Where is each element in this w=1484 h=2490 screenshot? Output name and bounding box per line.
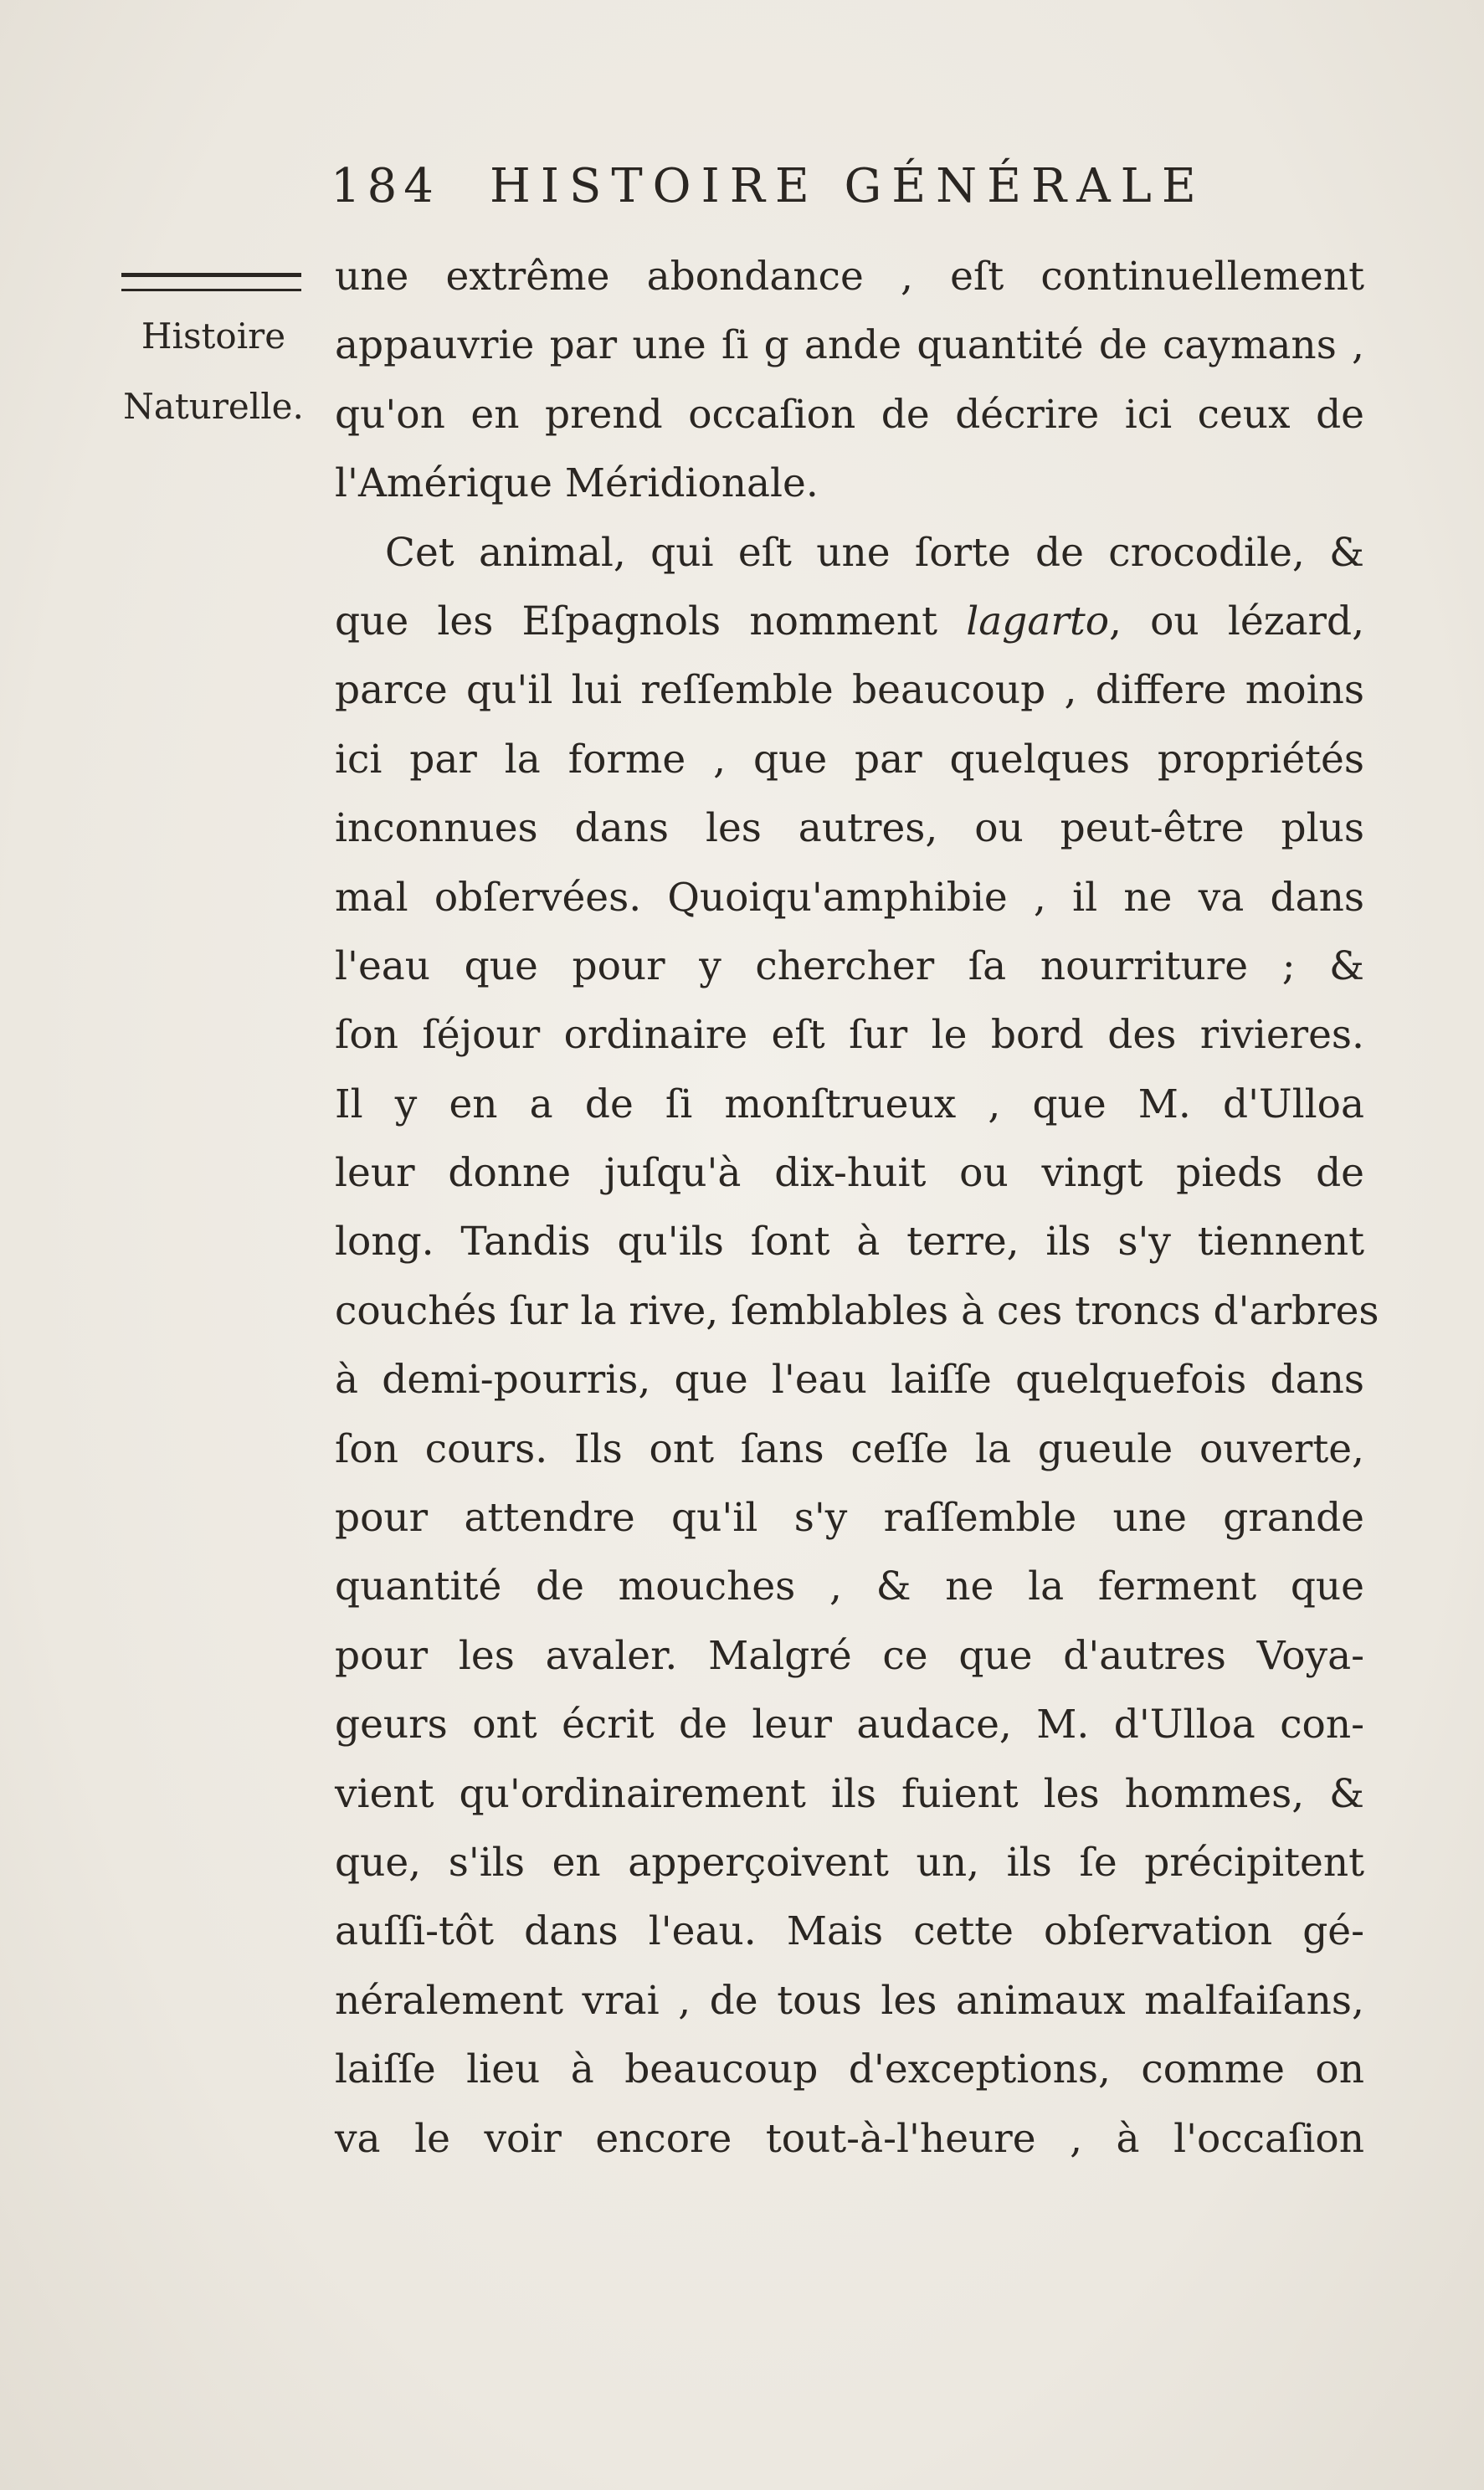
text-line: Cet animal, qui eſt une ſorte de crocodile, & (385, 529, 1364, 576)
margin-note (117, 301, 310, 442)
margin-rule (121, 273, 301, 291)
text-line: à demi-pourris, que l'eau laiſſe quelquefois dans (335, 1357, 1364, 1404)
text-line: couchés ſur la rive, ſemblables à ces troncs d'arbres (335, 1287, 1379, 1334)
text-line: pour les avaler. Malgré ce que d'autres Voya- (335, 1632, 1364, 1679)
text-line: appauvrie par une ſi g ande quantité de caymans , (335, 322, 1364, 369)
text-line: quantité de mouches , & ne la ferment que (335, 1563, 1364, 1610)
text-line: leur donne juſqu'à dix-huit ou vingt pieds de (335, 1150, 1364, 1197)
body-text (335, 243, 1379, 2174)
text-line: ſon ſéjour ordinaire eſt ſur le bord des rivieres. (335, 1012, 1364, 1059)
text-line: ici par la forme , que par quelques propriétés (335, 736, 1364, 783)
text-line: qu'on en prend occaſion de décrire ici ceux de (335, 391, 1364, 438)
text-line: auſſi-tôt dans l'eau. Mais cette obſervation gé- (335, 1908, 1364, 1955)
text-line: inconnues dans les autres, ou peut-être plus (335, 805, 1364, 852)
text-line: mal obſervées. Quoiqu'amphibie , il ne va dans (335, 874, 1364, 921)
margin-note-line: Histoire (141, 316, 286, 357)
margin-note-line: Naturelle. (123, 386, 304, 427)
text-line: l'Amérique Méridionale. (335, 460, 819, 507)
text-line: vient qu'ordinairement ils fuient les hommes, & (335, 1770, 1364, 1817)
text-line: parce qu'il lui reſſemble beaucoup , differe moins (335, 667, 1364, 714)
text-line: néralement vrai , de tous les animaux malfaiſans, (335, 1977, 1364, 2024)
text-line: ſon cours. Ils ont ſans ceſſe la gueule ouverte, (335, 1425, 1364, 1472)
text-line: long. Tandis qu'ils ſont à terre, ils s'y tiennent (335, 1219, 1364, 1266)
text-line: laiſſe lieu à beaucoup d'exceptions, comme on (335, 2046, 1364, 2093)
text-line: Il y en a de ſi monſtrueux , que M. d'Ulloa (335, 1081, 1364, 1127)
text-line: pour attendre qu'il s'y raſſemble une grande (335, 1495, 1364, 1542)
text-line: l'eau que pour y chercher ſa nourriture ; & (335, 942, 1364, 989)
text-line: geurs ont écrit de leur audace, M. d'Ulloa con- (335, 1702, 1364, 1748)
page-number: 184 (331, 159, 440, 213)
text-line: que, s'ils en apperçoivent un, ils ſe précipitent (335, 1839, 1364, 1886)
text-line: va le voir encore tout-à-l'heure , à l'occaſion (335, 2115, 1364, 2162)
text-line: que les Eſpagnols nomment lagarto, ou lézard, (335, 598, 1365, 644)
running-head: HISTOIRE GÉNÉRALE (490, 159, 1206, 213)
text-line: une extrême abondance , eſt continuellement (335, 254, 1364, 300)
page-header (331, 159, 1368, 234)
